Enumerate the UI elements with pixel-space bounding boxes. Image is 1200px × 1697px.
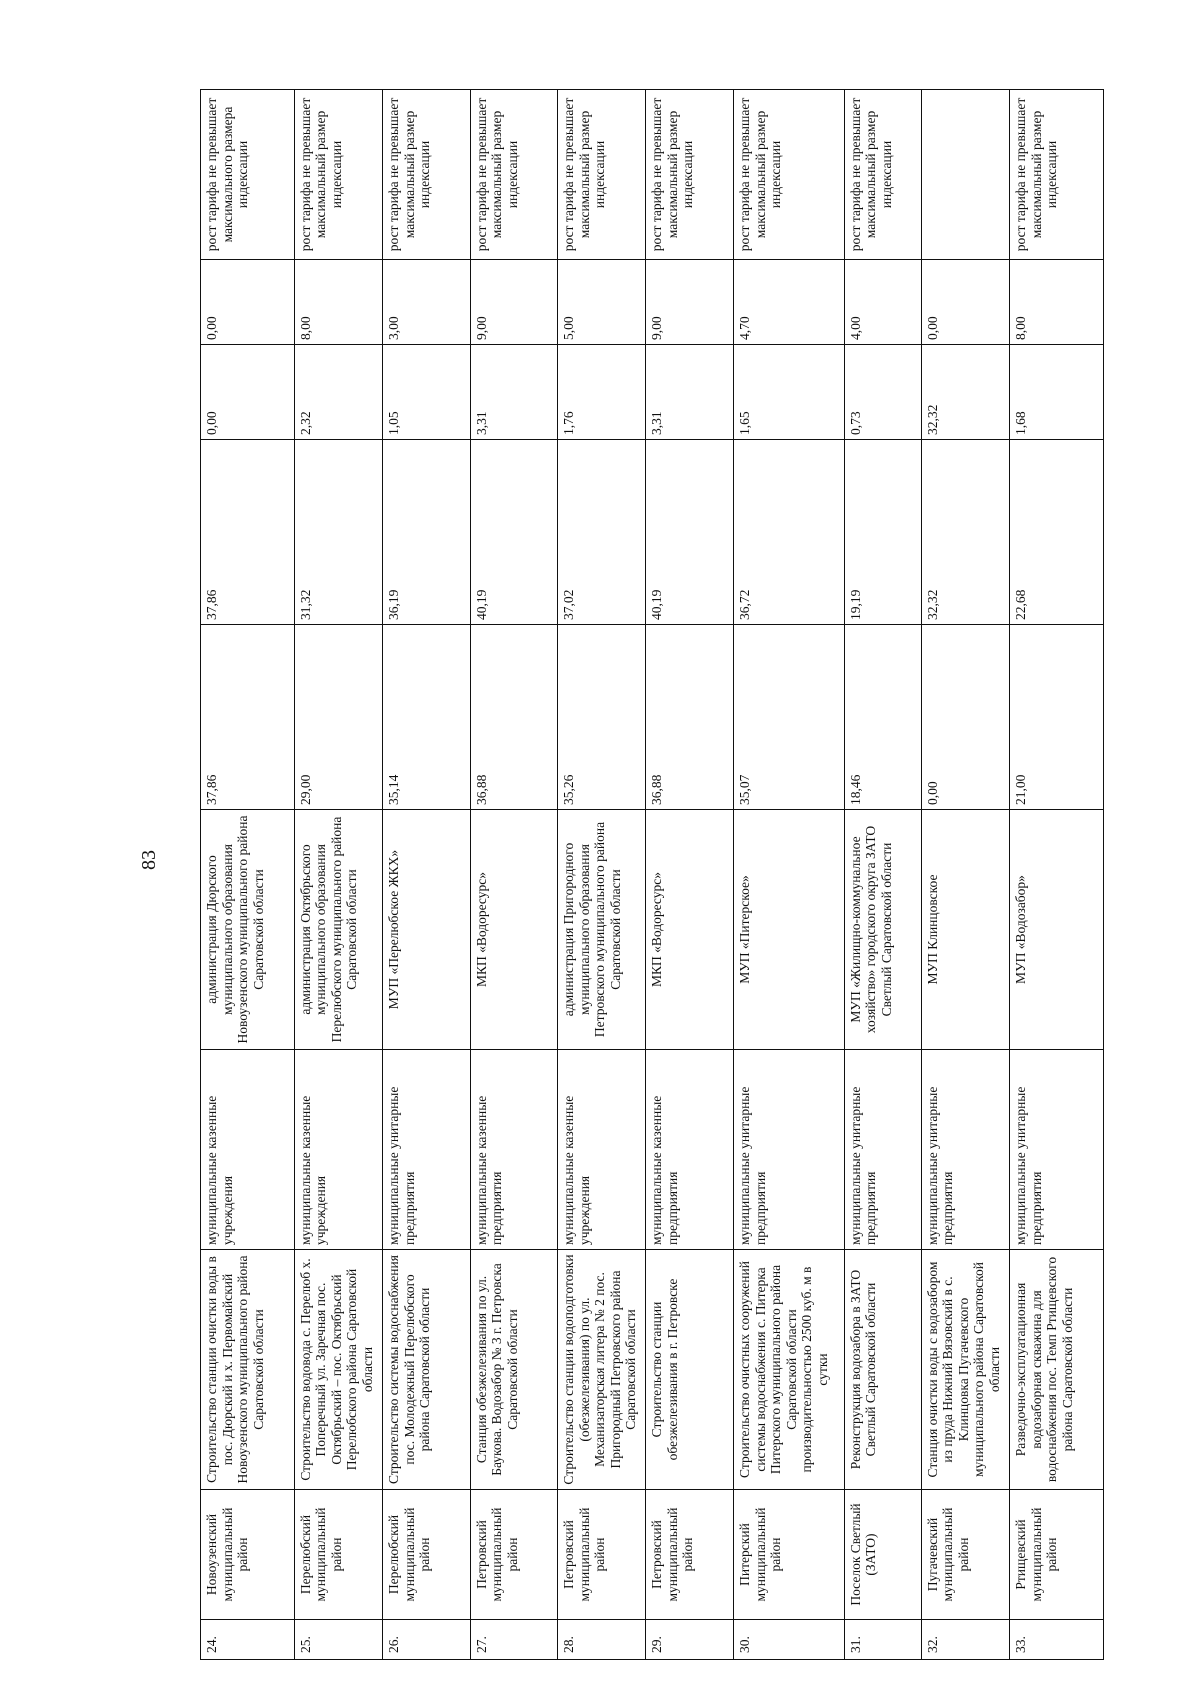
project-cell: Станция обезжелезивания по ул. Баукова. Водозабор № 3 г. Петровска Саратовской области [470,1250,558,1490]
project-cell: Разведочно-эксплуатационная водозаборная скважина для водоснабжения пос. Темп Ртищевского района Саратовской области [1010,1250,1104,1490]
growth-percent-cell: 0,00 [201,260,295,345]
table-row [1010,90,1104,1660]
growth-percent-cell: 4,70 [734,260,845,345]
organization-cell: администрация Дюрского муниципального образования Новоузенского муниципального района Саратовской области [201,810,295,1050]
table-row [470,90,558,1660]
row-number: 32. [921,1620,1009,1660]
table-row [294,90,382,1660]
growth-percent-cell: 8,00 [294,260,382,345]
note-cell [921,90,1009,260]
table-row [558,90,646,1660]
project-cell: Станция очистки воды с водозабором из пруда Нижний Вязовский в с. Клинцовка Пугачевского муниципального района Саратовской области [921,1250,1009,1490]
note-cell: рост тарифа не превышает максимальный размер индексации [294,90,382,260]
table-row [734,90,845,1660]
note-cell: рост тарифа не превышает максимального размера индексации [201,90,295,260]
tariff-diff-cell: 32,32 [921,345,1009,440]
organization-cell: администрация Пригородного муниципального образования Петровского муниципального района Саратовской области [558,810,646,1050]
growth-percent-cell: 5,00 [558,260,646,345]
project-cell: Реконструкция водозабора в ЗАТО Светлый Саратовской области [844,1250,921,1490]
tariff-before-cell: 36,88 [646,625,734,810]
tariff-after-cell: 37,86 [201,440,295,625]
tariff-before-cell: 35,07 [734,625,845,810]
tariff-before-cell: 35,14 [383,625,471,810]
project-cell: Строительство станции водоподготовки (обезжелезивания) по ул. Механизаторская литера № 2 пос. Пригородный Петровского района Саратовской области [558,1250,646,1490]
tariff-diff-cell: 1,76 [558,345,646,440]
tariff-before-cell: 35,26 [558,625,646,810]
organization-cell: МКП «Водоресурс» [470,810,558,1050]
note-cell: рост тарифа не превышает максимальный размер индексации [844,90,921,260]
tariff-before-cell: 36,88 [470,625,558,810]
project-cell: Строительство системы водоснабжения пос. Молодежный Перелюбского района Саратовской области [383,1250,471,1490]
table-row [844,90,921,1660]
tariff-after-cell: 40,19 [470,440,558,625]
district-cell: Ртищевский муниципальный район [1010,1490,1104,1620]
organization-cell: МУП «Водозабор» [1010,810,1104,1050]
org-type-cell: муниципальные унитарные предприятия [921,1050,1009,1250]
growth-percent-cell: 0,00 [921,260,1009,345]
district-cell: Петровский муниципальный район [558,1490,646,1620]
organization-cell: МКП «Водоресурс» [646,810,734,1050]
row-number: 27. [470,1620,558,1660]
org-type-cell: муниципальные унитарные предприятия [844,1050,921,1250]
tariff-after-cell: 37,02 [558,440,646,625]
organization-cell: МУП «Перелюбское ЖКХ» [383,810,471,1050]
district-cell: Питерский муниципальный район [734,1490,845,1620]
tariff-diff-cell: 3,31 [646,345,734,440]
tariff-after-cell: 31,32 [294,440,382,625]
district-cell: Перелюбский муниципальный район [294,1490,382,1620]
org-type-cell: муниципальные унитарные предприятия [734,1050,845,1250]
tariff-diff-cell: 1,68 [1010,345,1104,440]
organization-cell: администрация Октябрьского муниципального образования Перелюбского муниципального района Саратовской области [294,810,382,1050]
tariff-diff-cell: 1,05 [383,345,471,440]
org-type-cell: муниципальные унитарные предприятия [383,1050,471,1250]
tariff-table [200,89,1104,1660]
org-type-cell: муниципальные унитарные предприятия [1010,1050,1104,1250]
table-body [201,90,1104,1660]
tariff-before-cell: 37,86 [201,625,295,810]
tariff-before-cell: 29,00 [294,625,382,810]
note-cell: рост тарифа не превышает максимальный размер индексации [383,90,471,260]
tariff-diff-cell: 0,00 [201,345,295,440]
project-cell: Строительство очистных сооружений системы водоснабжения с. Питерка Питерского муниципального района Саратовской области производительностью 2500 куб. м в сутки [734,1250,845,1490]
note-cell: рост тарифа не превышает максимальный размер индексации [646,90,734,260]
row-number: 33. [1010,1620,1104,1660]
tariff-diff-cell: 3,31 [470,345,558,440]
table-row [383,90,471,1660]
table-row [646,90,734,1660]
tariff-before-cell: 0,00 [921,625,1009,810]
growth-percent-cell: 9,00 [646,260,734,345]
tariff-after-cell: 22,68 [1010,440,1104,625]
tariff-after-cell: 32,32 [921,440,1009,625]
row-number: 29. [646,1620,734,1660]
project-cell: Строительство водовода с. Перелюб х. Поперечный ул. Заречная пос. Октябрьский – пос. Октябрьский Перелюбского района Саратовской области [294,1250,382,1490]
district-cell: Поселок Светлый (ЗАТО) [844,1490,921,1620]
org-type-cell: муниципальные казенные предприятия [470,1050,558,1250]
table-row [201,90,295,1660]
row-number: 24. [201,1620,295,1660]
growth-percent-cell: 9,00 [470,260,558,345]
note-cell: рост тарифа не превышает максимальный размер индексации [734,90,845,260]
org-type-cell: муниципальные казенные учреждения [294,1050,382,1250]
tariff-diff-cell: 2,32 [294,345,382,440]
tariff-after-cell: 36,19 [383,440,471,625]
project-cell: Строительство станции обезжелезивания в г. Петровске [646,1250,734,1490]
tariff-before-cell: 21,00 [1010,625,1104,810]
tariff-after-cell: 19,19 [844,440,921,625]
district-cell: Новоузенский муниципальный район [201,1490,295,1620]
growth-percent-cell: 4,00 [844,260,921,345]
organization-cell: МУП «Питерское» [734,810,845,1050]
note-cell: рост тарифа не превышает максимальный размер индексации [558,90,646,260]
organization-cell: МУП «Жилищно-коммунальное хозяйство» городского округа ЗАТО Светлый Саратовской области [844,810,921,1050]
rotated-table-wrapper [200,90,1104,1660]
project-cell: Строительство станции очистки воды в пос. Дюрский и х. Первомайский Новоузенского муниципального района Саратовской области [201,1250,295,1490]
tariff-after-cell: 40,19 [646,440,734,625]
row-number: 25. [294,1620,382,1660]
district-cell: Перелюбский муниципальный район [383,1490,471,1620]
org-type-cell: муниципальные казенные предприятия [646,1050,734,1250]
tariff-diff-cell: 1,65 [734,345,845,440]
row-number: 28. [558,1620,646,1660]
district-cell: Петровский муниципальный район [646,1490,734,1620]
org-type-cell: муниципальные казенные учреждения [201,1050,295,1250]
page-number: 83 [138,850,160,870]
note-cell: рост тарифа не превышает максимальный размер индексации [1010,90,1104,260]
organization-cell: МУП Клинцовское [921,810,1009,1050]
growth-percent-cell: 8,00 [1010,260,1104,345]
row-number: 30. [734,1620,845,1660]
district-cell: Пугачевский муниципальный район [921,1490,1009,1620]
growth-percent-cell: 3,00 [383,260,471,345]
table-row [921,90,1009,1660]
tariff-after-cell: 36,72 [734,440,845,625]
tariff-before-cell: 18,46 [844,625,921,810]
org-type-cell: муниципальные казенные учреждения [558,1050,646,1250]
tariff-diff-cell: 0,73 [844,345,921,440]
district-cell: Петровский муниципальный район [470,1490,558,1620]
note-cell: рост тарифа не превышает максимальный размер индексации [470,90,558,260]
row-number: 31. [844,1620,921,1660]
row-number: 26. [383,1620,471,1660]
